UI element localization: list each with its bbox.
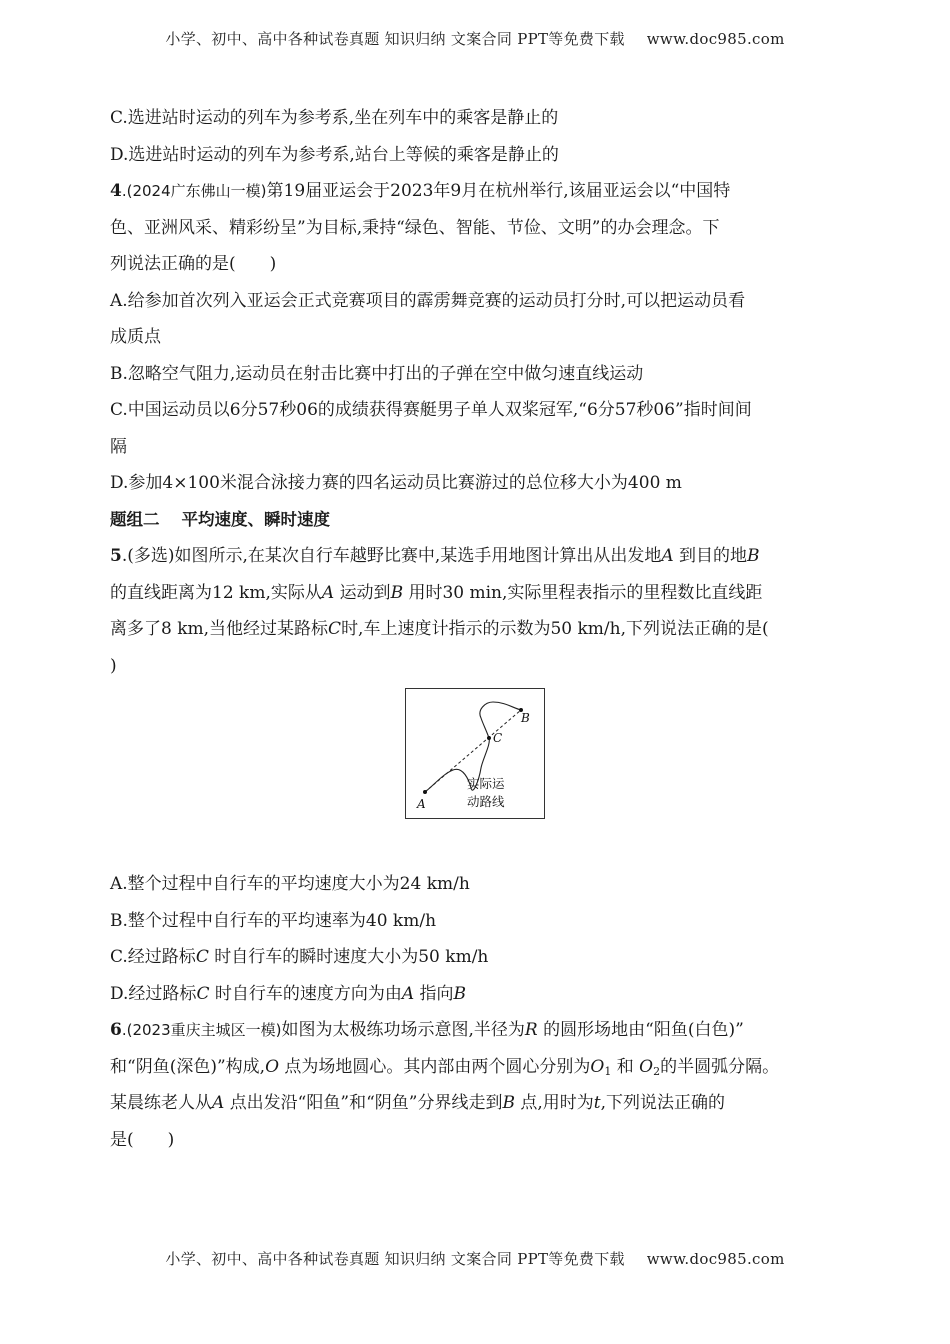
q4-option-c-line2: 隔 — [110, 436, 127, 457]
q4-stem-line3: 列说法正确的是( ) — [110, 254, 277, 274]
var-b: B — [747, 546, 760, 566]
header-url[interactable]: www.doc985.com — [646, 30, 785, 48]
point-c-dot — [487, 736, 491, 740]
page-footer — [0, 1248, 950, 1269]
q4-option-a-line1: A.给参加首次列入亚运会正式竞赛项目的霹雳舞竞赛的运动员打分时,可以把运动员看 — [110, 290, 746, 311]
route-diagram — [405, 688, 545, 819]
q5-stem-line3 — [110, 611, 840, 648]
var-c: C — [195, 947, 209, 967]
subscript-2: 2 — [653, 1064, 661, 1078]
q6-text: 某晨练老人从 — [110, 1093, 212, 1113]
q5-option-c — [110, 939, 840, 976]
q3-option-d: D.选进站时运动的列车为参考系,站台上等候的乘客是静止的 — [110, 144, 559, 165]
q6-stem-line4: 是( ) — [110, 1129, 175, 1150]
q6-text: ,下列说法正确的 — [600, 1093, 726, 1113]
section-label: 题组二 — [110, 509, 160, 529]
q3-option-c: C.选进站时运动的列车为参考系,坐在列车中的乘客是静止的 — [110, 108, 559, 128]
q6-text: 点出发沿“阳鱼”和“阴鱼”分界线走到 — [229, 1093, 503, 1113]
q5-text: 用时30 min,实际里程表指示的里程数比直线距 — [408, 582, 763, 603]
route-figure — [405, 688, 545, 819]
route-caption-line1: 实际运 — [467, 776, 505, 791]
q5-text: 时自行车的瞬时速度大小为50 km/h — [214, 947, 489, 967]
var-b: B — [453, 983, 467, 1004]
q5-text: .(多选)如图所示,在某次自行车越野比赛中,某选手用地图计算出从出发地 — [121, 546, 662, 566]
label-c: C — [493, 731, 503, 745]
q6-stem-line2 — [110, 1049, 840, 1086]
q5-text: 的直线距离为12 km,实际从 — [110, 582, 322, 603]
var-b: B — [502, 1093, 515, 1113]
q6-text: 如图为太极练功场示意图,半径为 — [281, 1020, 525, 1040]
q4-stem-line1 — [110, 173, 840, 210]
q4-number: 4 — [110, 181, 122, 201]
var-a: A — [401, 983, 415, 1004]
q4-option-c-line1: C.中国运动员以6分57秒06的成绩获得赛艇男子单人双桨冠军,“6分57秒06”指时间间 — [110, 400, 752, 420]
var-o1: O — [590, 1056, 605, 1077]
var-a: A — [321, 582, 335, 603]
document-body — [110, 100, 840, 1158]
var-r: R — [524, 1020, 538, 1040]
q6-source: .(2023重庆主城区一模) — [121, 1021, 282, 1039]
q5-text: 离多了8 km,当他经过某路标 — [110, 619, 329, 639]
var-a: A — [212, 1093, 225, 1113]
q5-text: 时,车上速度计指示的示数为50 km/h,下列说法正确的是( — [341, 619, 769, 639]
q5-option-d — [110, 976, 840, 1013]
q5-text: C.经过路标 — [110, 947, 196, 967]
footer-text: 小学、初中、高中各种试卷真题 知识归纳 文案合同 PPT等免费下载 — [165, 1250, 625, 1268]
q6-number: 6 — [110, 1020, 122, 1040]
q5-stem-line2 — [110, 575, 840, 612]
q5-option-a: A.整个过程中自行车的平均速度大小为24 km/h — [110, 874, 470, 894]
header-text: 小学、初中、高中各种试卷真题 知识归纳 文案合同 PPT等免费下载 — [165, 30, 625, 48]
q6-text: 点为场地圆心。其内部由两个圆心分别为 — [284, 1056, 591, 1077]
footer-url[interactable]: www.doc985.com — [646, 1250, 785, 1268]
q4-stem-line2: 色、亚洲风采、精彩纷呈”为目标,秉持“绿色、智能、节俭、文明”的办会理念。下 — [110, 217, 720, 238]
q6-text: 和 — [616, 1056, 634, 1077]
var-c: C — [328, 619, 342, 639]
label-a: A — [417, 797, 426, 811]
q5-stem-line4: ) — [110, 655, 117, 676]
route-caption-line2: 动路线 — [467, 794, 505, 809]
var-o2: O — [639, 1056, 654, 1077]
point-a-dot — [423, 790, 427, 794]
q5-text: 时自行车的速度方向为由 — [214, 983, 402, 1004]
q6-stem-line3 — [110, 1085, 840, 1122]
var-a: A — [661, 546, 674, 566]
q5-text: 运动到 — [339, 582, 391, 603]
section-heading — [110, 502, 840, 539]
q4-source: .(2024广东佛山一模) — [121, 182, 267, 200]
q5-text: D.经过路标 — [110, 983, 197, 1004]
subscript-1: 1 — [604, 1064, 612, 1078]
q5-text: 到目的地 — [679, 546, 748, 566]
q6-text: 点,用时为 — [520, 1093, 594, 1113]
q6-text: 的圆形场地由“阳鱼(白色)” — [543, 1020, 744, 1040]
q6-text: 和“阴鱼(深色)”构成, — [110, 1056, 266, 1077]
q4-option-d: D.参加4×100米混合泳接力赛的四名运动员比赛游过的总位移大小为400 m — [110, 473, 682, 493]
var-o: O — [265, 1056, 279, 1077]
q5-stem-line1 — [110, 538, 840, 575]
label-b: B — [521, 711, 530, 725]
q5-text: 指向 — [419, 983, 454, 1004]
q4-option-b: B.忽略空气阻力,运动员在射击比赛中打出的子弹在空中做匀速直线运动 — [110, 363, 644, 384]
var-t: t — [593, 1093, 601, 1113]
q6-text: 的半圆弧分隔。 — [660, 1056, 780, 1077]
page-header — [0, 28, 950, 49]
var-c: C — [196, 983, 210, 1004]
var-b: B — [390, 582, 404, 603]
q6-stem-line1 — [110, 1012, 840, 1049]
section-title-text: 平均速度、瞬时速度 — [181, 509, 330, 529]
q5-option-b: B.整个过程中自行车的平均速率为40 km/h — [110, 910, 437, 931]
q4-option-a-line2: 成质点 — [110, 327, 161, 347]
q4-stem-text: 第19届亚运会于2023年9月在杭州举行,该届亚运会以“中国特 — [266, 181, 731, 201]
q5-number: 5 — [110, 546, 122, 566]
